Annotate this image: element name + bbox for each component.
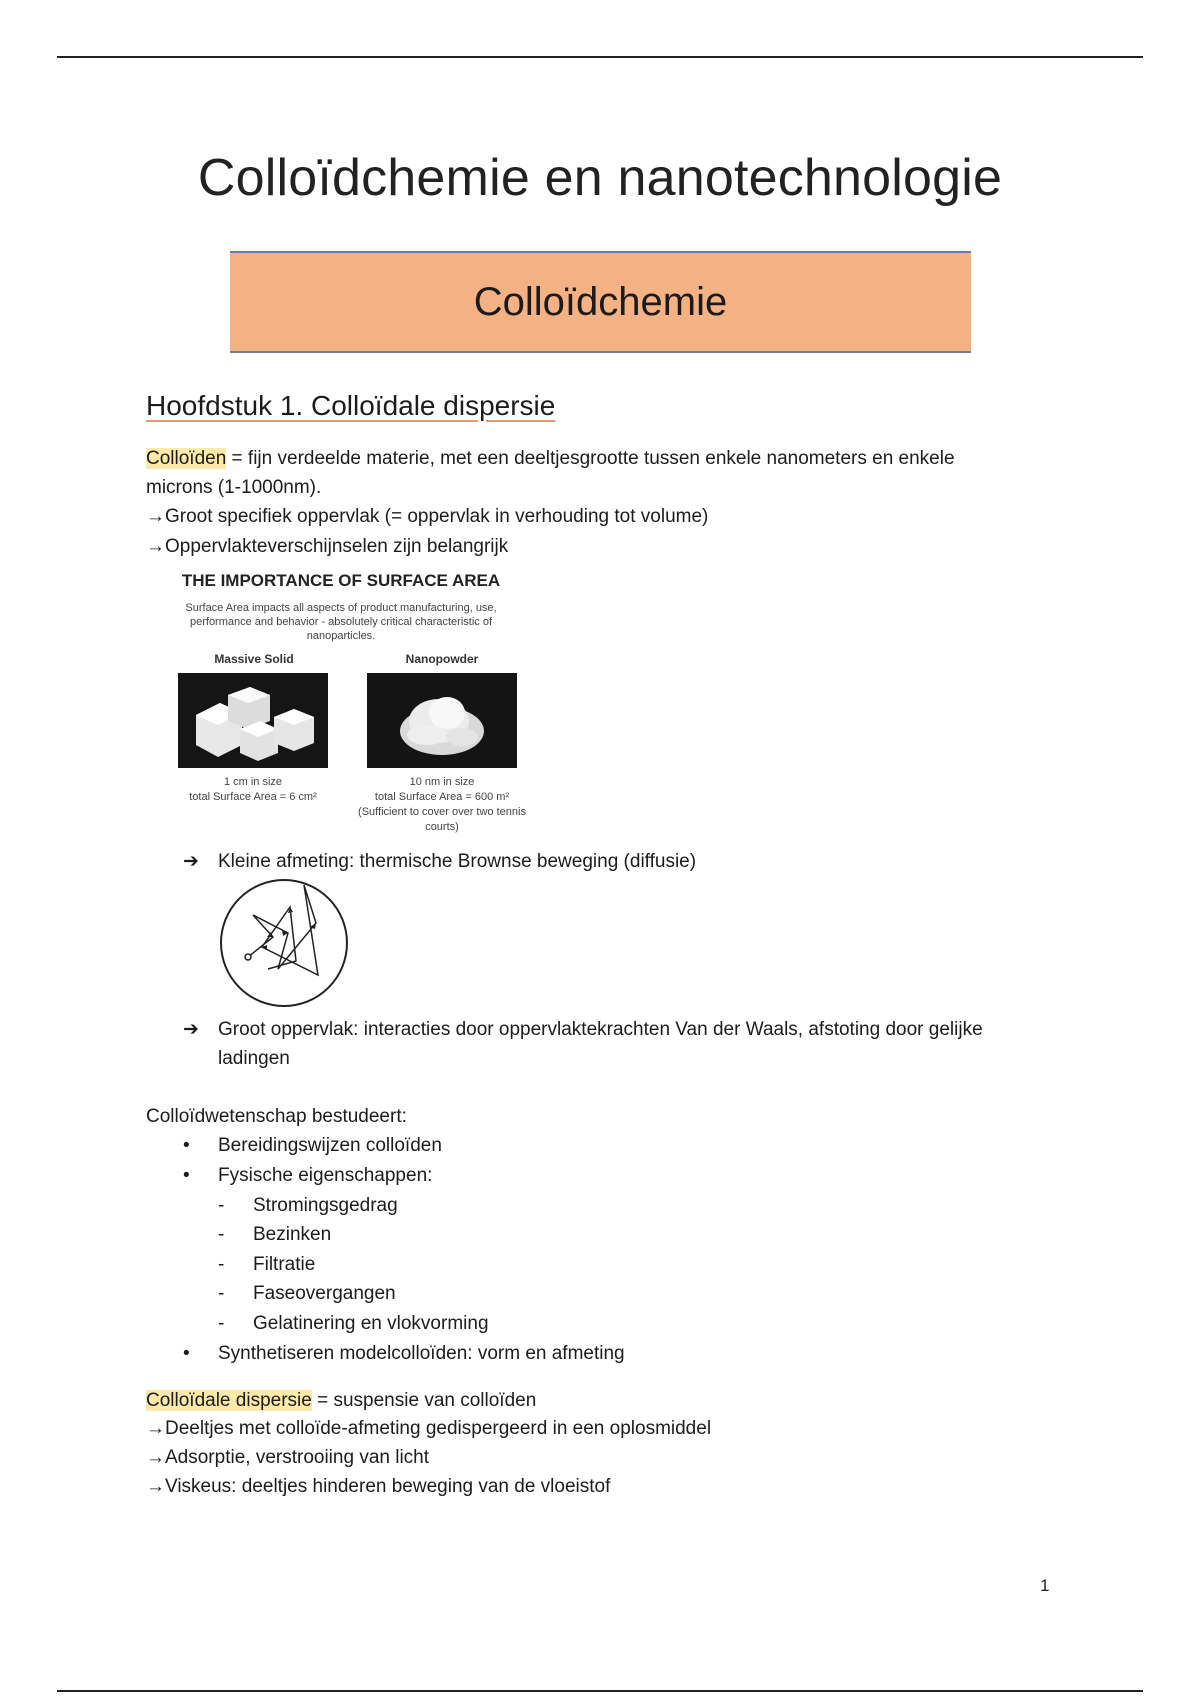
definition-text: = fijn verdeelde materie, met een deeltjesgrootte tussen enkele nanometers en enkele bbox=[226, 448, 955, 469]
definition-arrow-2: →Oppervlakteverschijnselen zijn belangrijk bbox=[146, 536, 509, 557]
page-number: 1 bbox=[1040, 1576, 1050, 1595]
arrow-icon: ➔ bbox=[183, 1019, 199, 1040]
massive-solid-caption: 1 cm in size total Surface Area = 6 cm² bbox=[189, 776, 317, 803]
definition-colloiden bbox=[146, 444, 1046, 473]
bullet-icon: • bbox=[183, 1165, 190, 1186]
definition-arrow-1: →Groot specifiek oppervlak (= oppervlak in verhouding tot volume) bbox=[146, 506, 709, 527]
dispersie-arrow-3: →Viskeus: deeltjes hinderen beweging van de vloeistof bbox=[146, 1476, 611, 1497]
bullet-icon: • bbox=[183, 1343, 190, 1364]
nanopowder-caption: 10 nm in size total Surface Area = 600 m² (Sufficient to cover over two tennis courts) bbox=[358, 776, 526, 833]
brownian-motion-diagram bbox=[218, 877, 350, 1009]
definition-dispersie: Colloïdale dispersie = suspensie van colloïden bbox=[146, 1390, 537, 1411]
nanopowder-illustration bbox=[367, 673, 517, 768]
cubes-photo bbox=[178, 673, 328, 768]
section-banner: Colloïdchemie bbox=[230, 251, 971, 353]
figure-title: THE IMPORTANCE OF SURFACE AREA bbox=[181, 571, 501, 590]
term-highlight: Colloïdale dispersie bbox=[146, 1390, 312, 1411]
definition-line-2: microns (1-1000nm). bbox=[146, 477, 322, 498]
document-title: Colloïdchemie en nanotechnologie bbox=[197, 149, 1003, 207]
sugar-cubes-illustration bbox=[178, 673, 328, 768]
top-rule bbox=[57, 56, 1143, 58]
science-intro: Colloïdwetenschap bestudeert: bbox=[146, 1106, 407, 1127]
dispersie-arrow-2: →Adsorptie, verstrooiing van licht bbox=[146, 1447, 430, 1468]
dispersie-arrow-1: →Deeltjes met colloïde-afmeting gedispergeerd in een oplosmiddel bbox=[146, 1418, 712, 1439]
arrow-icon: ➔ bbox=[183, 851, 199, 872]
chapter-heading: Hoofdstuk 1. Colloïdale dispersie bbox=[146, 390, 556, 421]
bullet-icon: • bbox=[183, 1135, 190, 1156]
powder-photo bbox=[367, 673, 517, 768]
figure-description: Surface Area impacts all aspects of product manufacturing, use, performance and behavior - absolutely critical characteristic of nanoparticles. bbox=[185, 602, 497, 642]
massive-solid-label: Massive Solid bbox=[214, 652, 294, 666]
bottom-rule bbox=[57, 1690, 1143, 1692]
nanopowder-label: Nanopowder bbox=[405, 652, 479, 666]
term-highlight: Colloïden bbox=[146, 448, 227, 469]
